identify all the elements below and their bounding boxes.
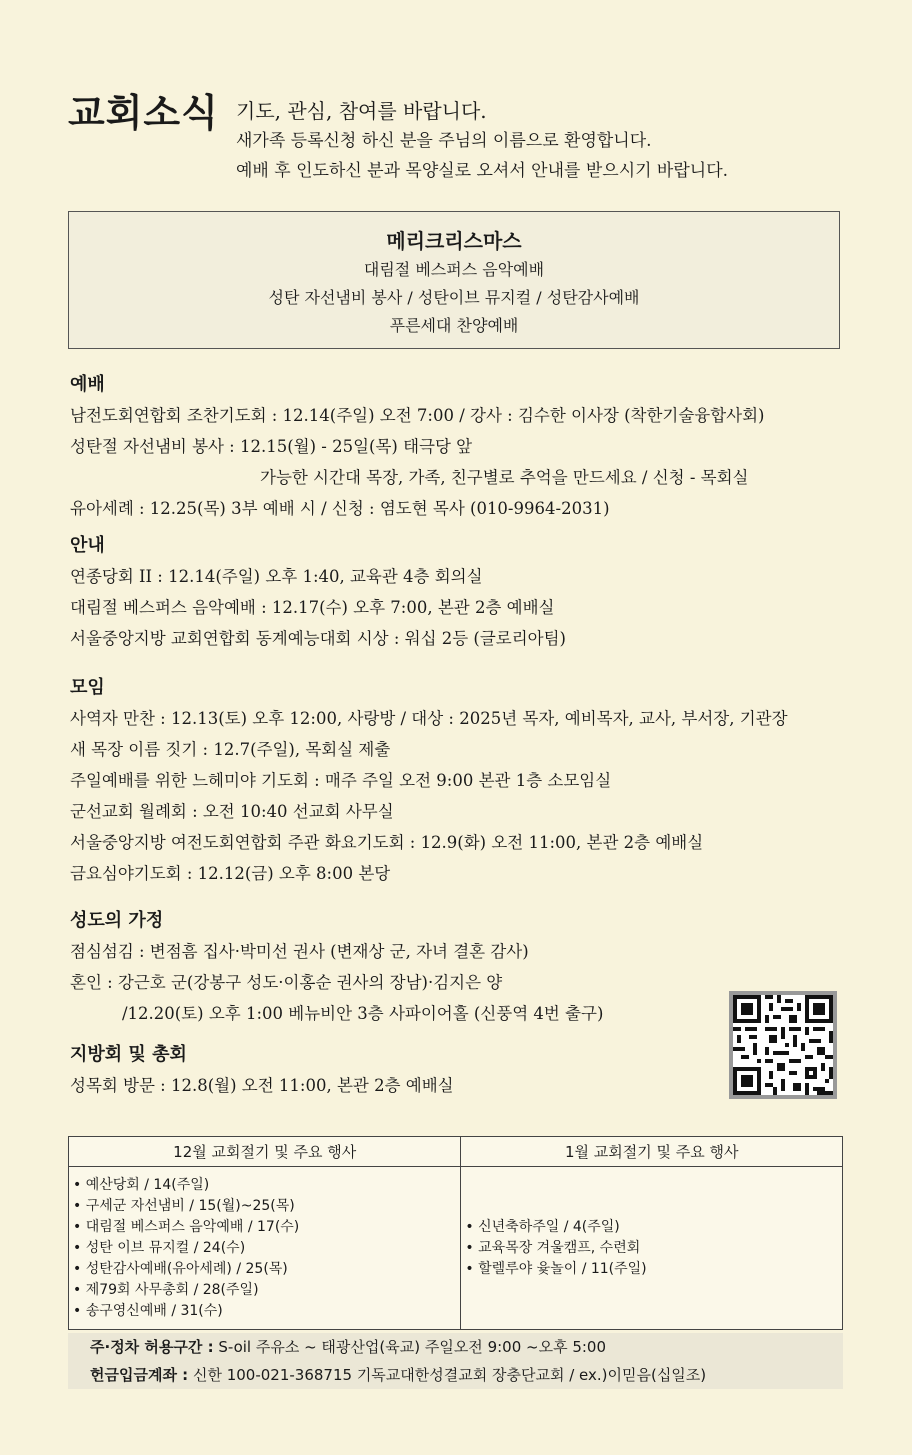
section-line: 혼인 : 강근호 군(강봉구 성도·이홍순 권사의 장남)·김지은 양 bbox=[70, 973, 503, 992]
list-item: • 성탄 이브 뮤지컬 / 24(수) bbox=[73, 1238, 456, 1259]
section-family bbox=[70, 906, 603, 1029]
account-info bbox=[68, 1361, 843, 1389]
list-item: • 제79회 사무총회 / 28(주일) bbox=[73, 1280, 456, 1301]
dec-events-list bbox=[73, 1175, 456, 1322]
section-meeting bbox=[70, 673, 788, 889]
qr-code-icon bbox=[733, 995, 833, 1095]
section-line: 사역자 만찬 : 12.13(토) 오후 12:00, 사랑방 / 대상 : 2025년 목자, 예비목자, 교사, 부서장, 기관장 bbox=[70, 709, 788, 728]
section-line: 유아세례 : 12.25(목) 3부 예배 시 / 신청 : 염도현 목사 (010-9964-2031) bbox=[70, 499, 610, 518]
account-text: 신한 100-021-368715 기독교대한성결교회 장충단교회 / ex.)이믿음(십일조) bbox=[192, 1366, 707, 1384]
section-line: 가능한 시간대 목장, 가족, 친구별로 추억을 만드세요 / 신청 - 목회실 bbox=[260, 468, 749, 487]
section-line: 점심섬김 : 변점흠 집사·박미선 권사 (변재상 군, 자녀 결혼 감사) bbox=[70, 942, 529, 961]
list-item: • 할렐루야 윷놀이 / 11(주일) bbox=[465, 1259, 838, 1280]
jan-events-cell bbox=[461, 1167, 843, 1330]
list-item: • 대림절 베스퍼스 음악예배 / 17(수) bbox=[73, 1217, 456, 1238]
section-line: 군선교회 월례회 : 오전 10:40 선교회 사무실 bbox=[70, 802, 394, 821]
account-label: 헌금입금계좌 : bbox=[90, 1366, 189, 1384]
page-title-block bbox=[68, 82, 219, 137]
section-guide bbox=[70, 531, 566, 654]
list-item: • 성탄감사예배(유아세례) / 25(목) bbox=[73, 1259, 456, 1280]
header-line-3: 예배 후 인도하신 분과 목양실로 오셔서 안내를 받으시기 바랍니다. bbox=[236, 161, 729, 181]
dec-events-cell bbox=[69, 1167, 461, 1330]
section-line: 연종당회 II : 12.14(주일) 오후 1:40, 교육관 4층 회의실 bbox=[70, 567, 483, 586]
events-table bbox=[68, 1136, 843, 1330]
section-district bbox=[70, 1040, 454, 1101]
jan-events-header: 1월 교회절기 및 주요 행사 bbox=[461, 1137, 843, 1167]
notice-line: 푸른세대 찬양예배 bbox=[389, 316, 519, 335]
page-title: 교회소식 bbox=[68, 90, 219, 135]
section-worship bbox=[70, 370, 764, 524]
dec-events-header: 12월 교회절기 및 주요 행사 bbox=[69, 1137, 461, 1167]
list-item: • 신년축하주일 / 4(주일) bbox=[465, 1217, 838, 1238]
notice-line: 대림절 베스퍼스 음악예배 bbox=[363, 260, 545, 279]
section-line: 서울중앙지방 교회연합회 동계예능대회 시상 : 워십 2등 (글로리아팀) bbox=[70, 629, 566, 648]
section-line: 새 목장 이름 짓기 : 12.7(주일), 목회실 제출 bbox=[70, 740, 391, 759]
parking-text: S-oil 주유소 ~ 태광산업(육교) 주일오전 9:00 ~오후 5:00 bbox=[218, 1338, 607, 1356]
jan-events-list bbox=[465, 1217, 838, 1280]
section-heading: 성도의 가정 bbox=[70, 910, 164, 931]
list-item: • 구세군 자선냄비 / 15(월)~25(목) bbox=[73, 1196, 456, 1217]
section-line: 대림절 베스퍼스 음악예배 : 12.17(수) 오후 7:00, 본관 2층 예배실 bbox=[70, 598, 555, 617]
section-line: 남전도회연합회 조찬기도회 : 12.14(주일) 오전 7:00 / 강사 : 김수한 이사장 (착한기술융합사회) bbox=[70, 406, 765, 425]
section-heading: 모임 bbox=[70, 677, 105, 698]
section-line: 성탄절 자선냄비 봉사 : 12.15(월) - 25일(목) 태극당 앞 bbox=[70, 437, 473, 456]
section-heading: 안내 bbox=[70, 535, 105, 556]
header-lines bbox=[236, 96, 728, 186]
section-heading: 지방회 및 총회 bbox=[70, 1044, 187, 1065]
footer-info bbox=[68, 1333, 843, 1389]
list-item: • 교육목장 겨울캠프, 수련회 bbox=[465, 1238, 838, 1259]
parking-info bbox=[68, 1333, 843, 1361]
parking-label: 주·정차 허용구간 : bbox=[90, 1338, 214, 1356]
header-line-2: 새가족 등록신청 하신 분을 주님의 이름으로 환영합니다. bbox=[236, 131, 652, 151]
section-line: 금요심야기도회 : 12.12(금) 오후 8:00 본당 bbox=[70, 864, 391, 883]
list-item: • 송구영신예배 / 31(수) bbox=[73, 1301, 456, 1322]
section-line: 주일예배를 위한 느헤미야 기도회 : 매주 주일 오전 9:00 본관 1층 소모임실 bbox=[70, 771, 612, 790]
list-item: • 예산당회 / 14(주일) bbox=[73, 1175, 456, 1196]
qr-code[interactable] bbox=[729, 991, 837, 1099]
notice-line: 성탄 자선냄비 봉사 / 성탄이브 뮤지컬 / 성탄감사예배 bbox=[268, 288, 640, 307]
section-heading: 예배 bbox=[70, 374, 105, 395]
header-line-1: 기도, 관심, 참여를 바랍니다. bbox=[236, 99, 487, 123]
christmas-notice-box bbox=[68, 211, 840, 349]
section-line: 성목회 방문 : 12.8(월) 오전 11:00, 본관 2층 예배실 bbox=[70, 1076, 454, 1095]
notice-title: 메리크리스마스 bbox=[386, 229, 522, 253]
section-line: 서울중앙지방 여전도회연합회 주관 화요기도회 : 12.9(화) 오전 11:00, 본관 2층 예배실 bbox=[70, 833, 704, 852]
section-line: /12.20(토) 오후 1:00 베뉴비안 3층 사파이어홀 (신풍역 4번 출구) bbox=[122, 1004, 604, 1023]
